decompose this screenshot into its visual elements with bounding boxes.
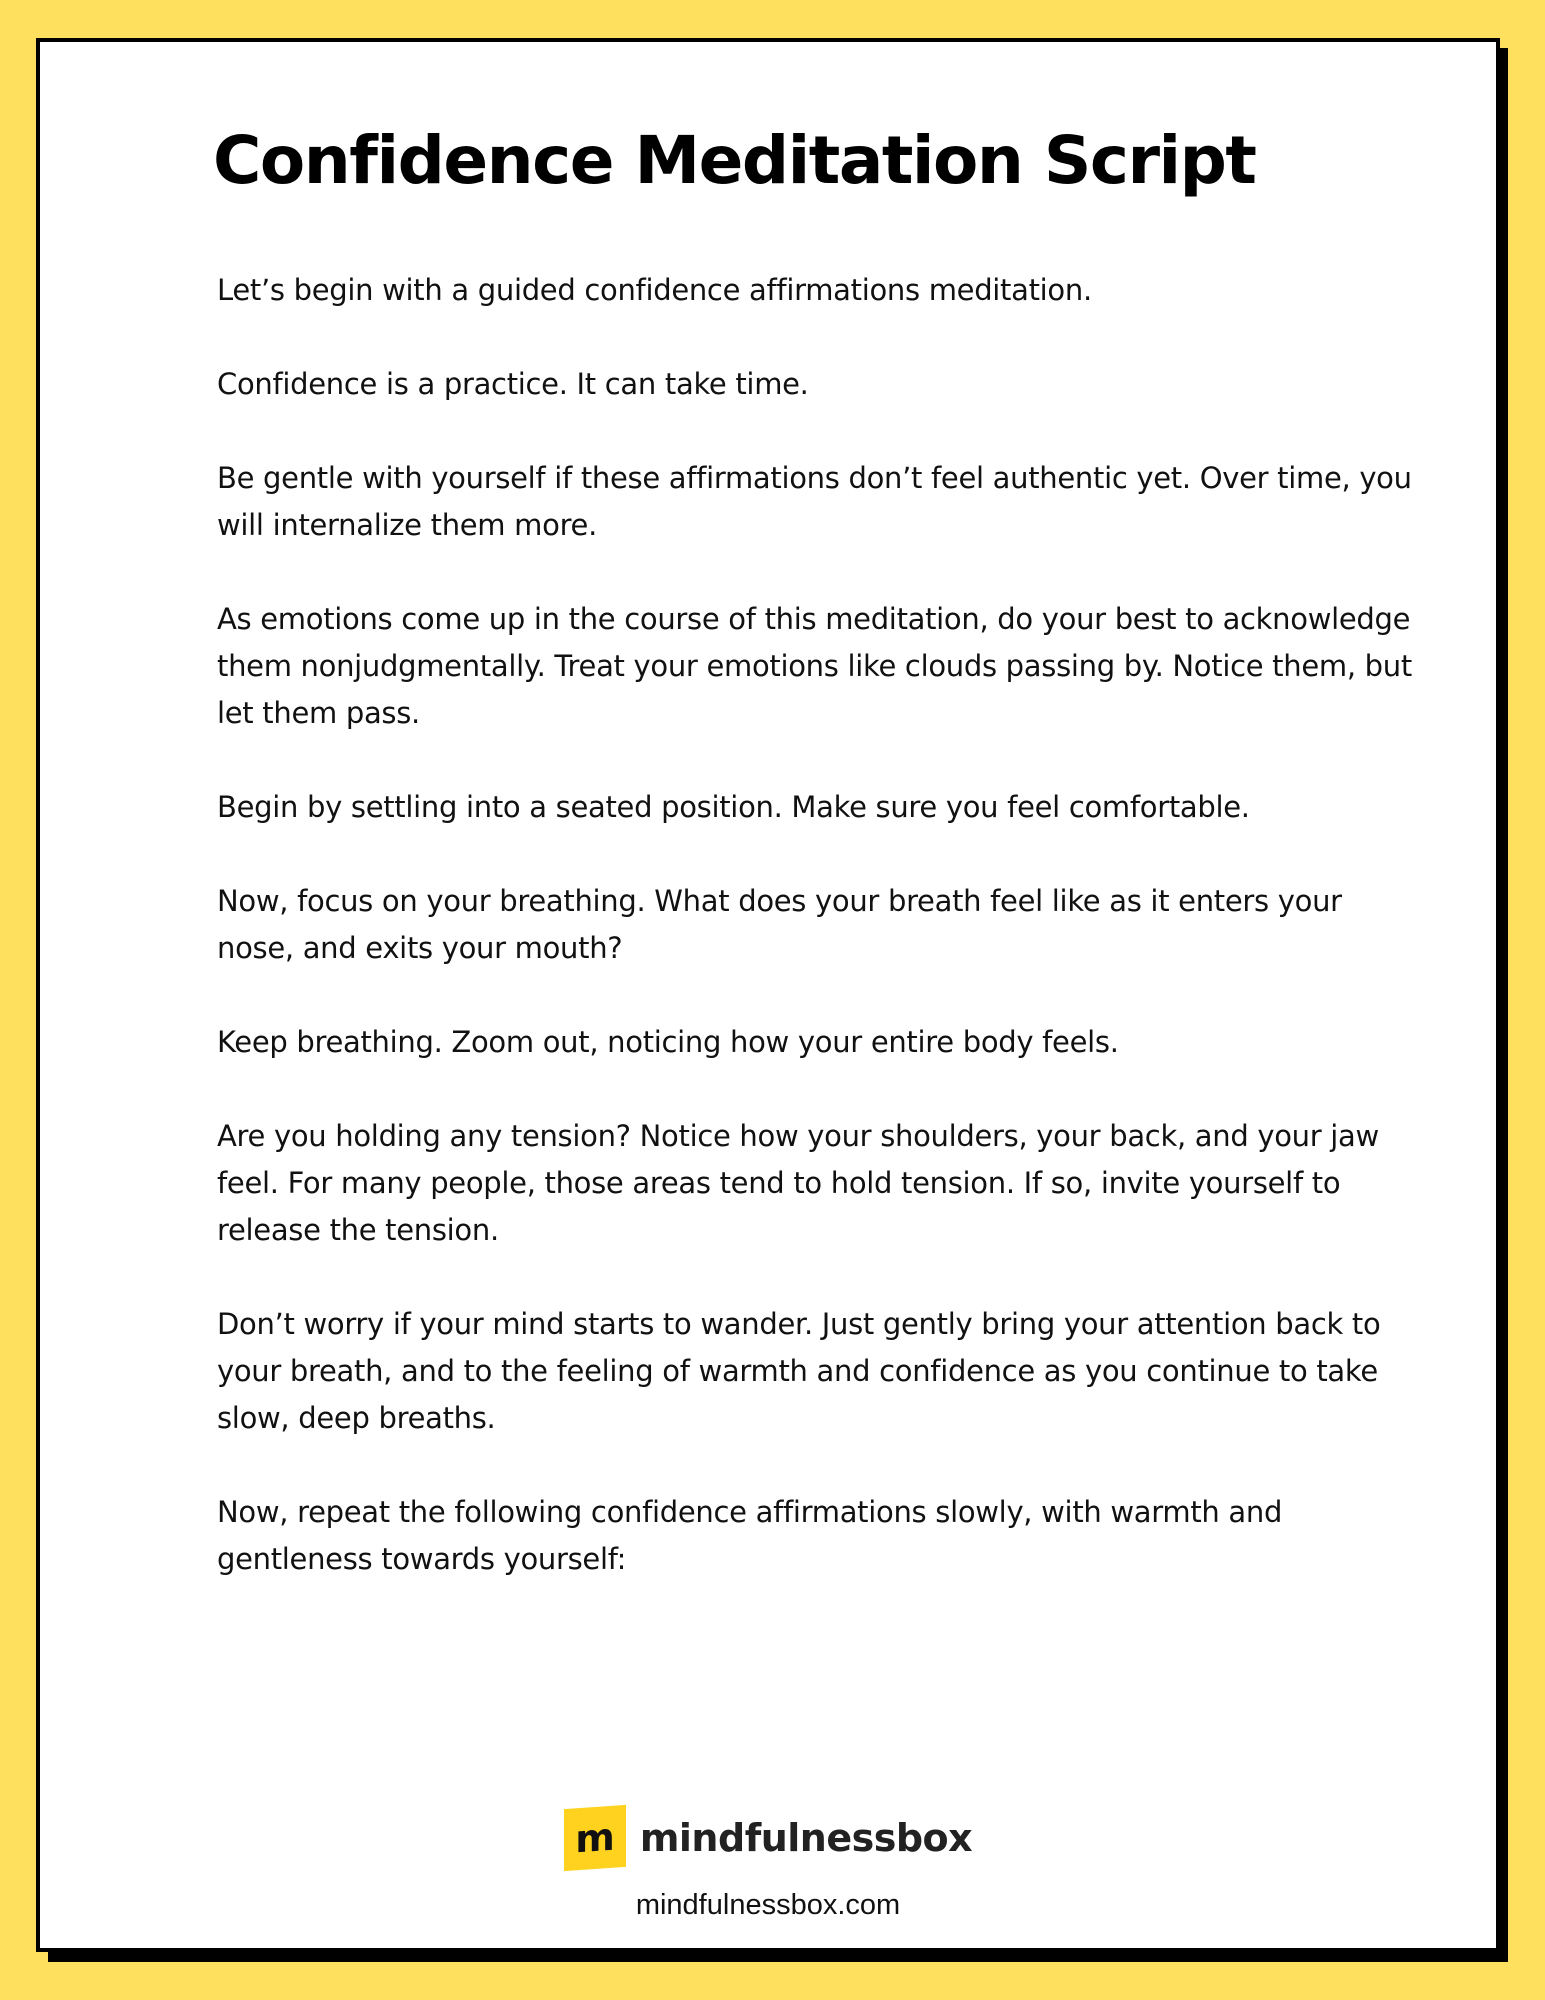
paragraph: Are you holding any tension? Notice how your shoulders, your back, and your jaw feel. For many people, those areas tend to hold tension. If so, invite yourself to release the tension.	[217, 1119, 1379, 1247]
paragraph: Begin by settling into a seated position. Make sure you feel comfortable.	[217, 790, 1250, 824]
footer	[40, 1807, 1496, 1922]
document-page	[36, 38, 1500, 1952]
paragraph: Don’t worry if your mind starts to wander. Just gently bring your attention back to your breath, and to the feeling of warmth and confidence as you continue to take slow, deep breaths.	[217, 1307, 1381, 1435]
paragraph: Let’s begin with a guided confidence affirmations meditation.	[217, 273, 1092, 307]
paragraph: As emotions come up in the course of this meditation, do your best to acknowledge them nonjudgmentally. Treat your emotions like clouds passing by. Notice them, but let them pass.	[217, 602, 1412, 730]
brand-name: mindfulnessbox	[639, 1816, 973, 1860]
paragraph: Now, repeat the following confidence affirmations slowly, with warmth and gentleness towards yourself:	[217, 1495, 1283, 1576]
brand-logo[interactable]	[564, 1807, 972, 1869]
site-url-link[interactable]: mindfulnessbox.com	[635, 1889, 901, 1921]
script-body	[217, 267, 1417, 1630]
page-title: Confidence Meditation Script	[213, 122, 1256, 199]
paragraph: Now, focus on your breathing. What does your breath feel like as it enters your nose, and exits your mouth?	[217, 884, 1342, 965]
paragraph: Keep breathing. Zoom out, noticing how your entire body feels.	[217, 1025, 1119, 1059]
paragraph: Be gentle with yourself if these affirmations don’t feel authentic yet. Over time, you will internalize them more.	[217, 461, 1412, 542]
logo-m-icon: m	[564, 1805, 626, 1871]
paragraph: Confidence is a practice. It can take time.	[217, 367, 809, 401]
